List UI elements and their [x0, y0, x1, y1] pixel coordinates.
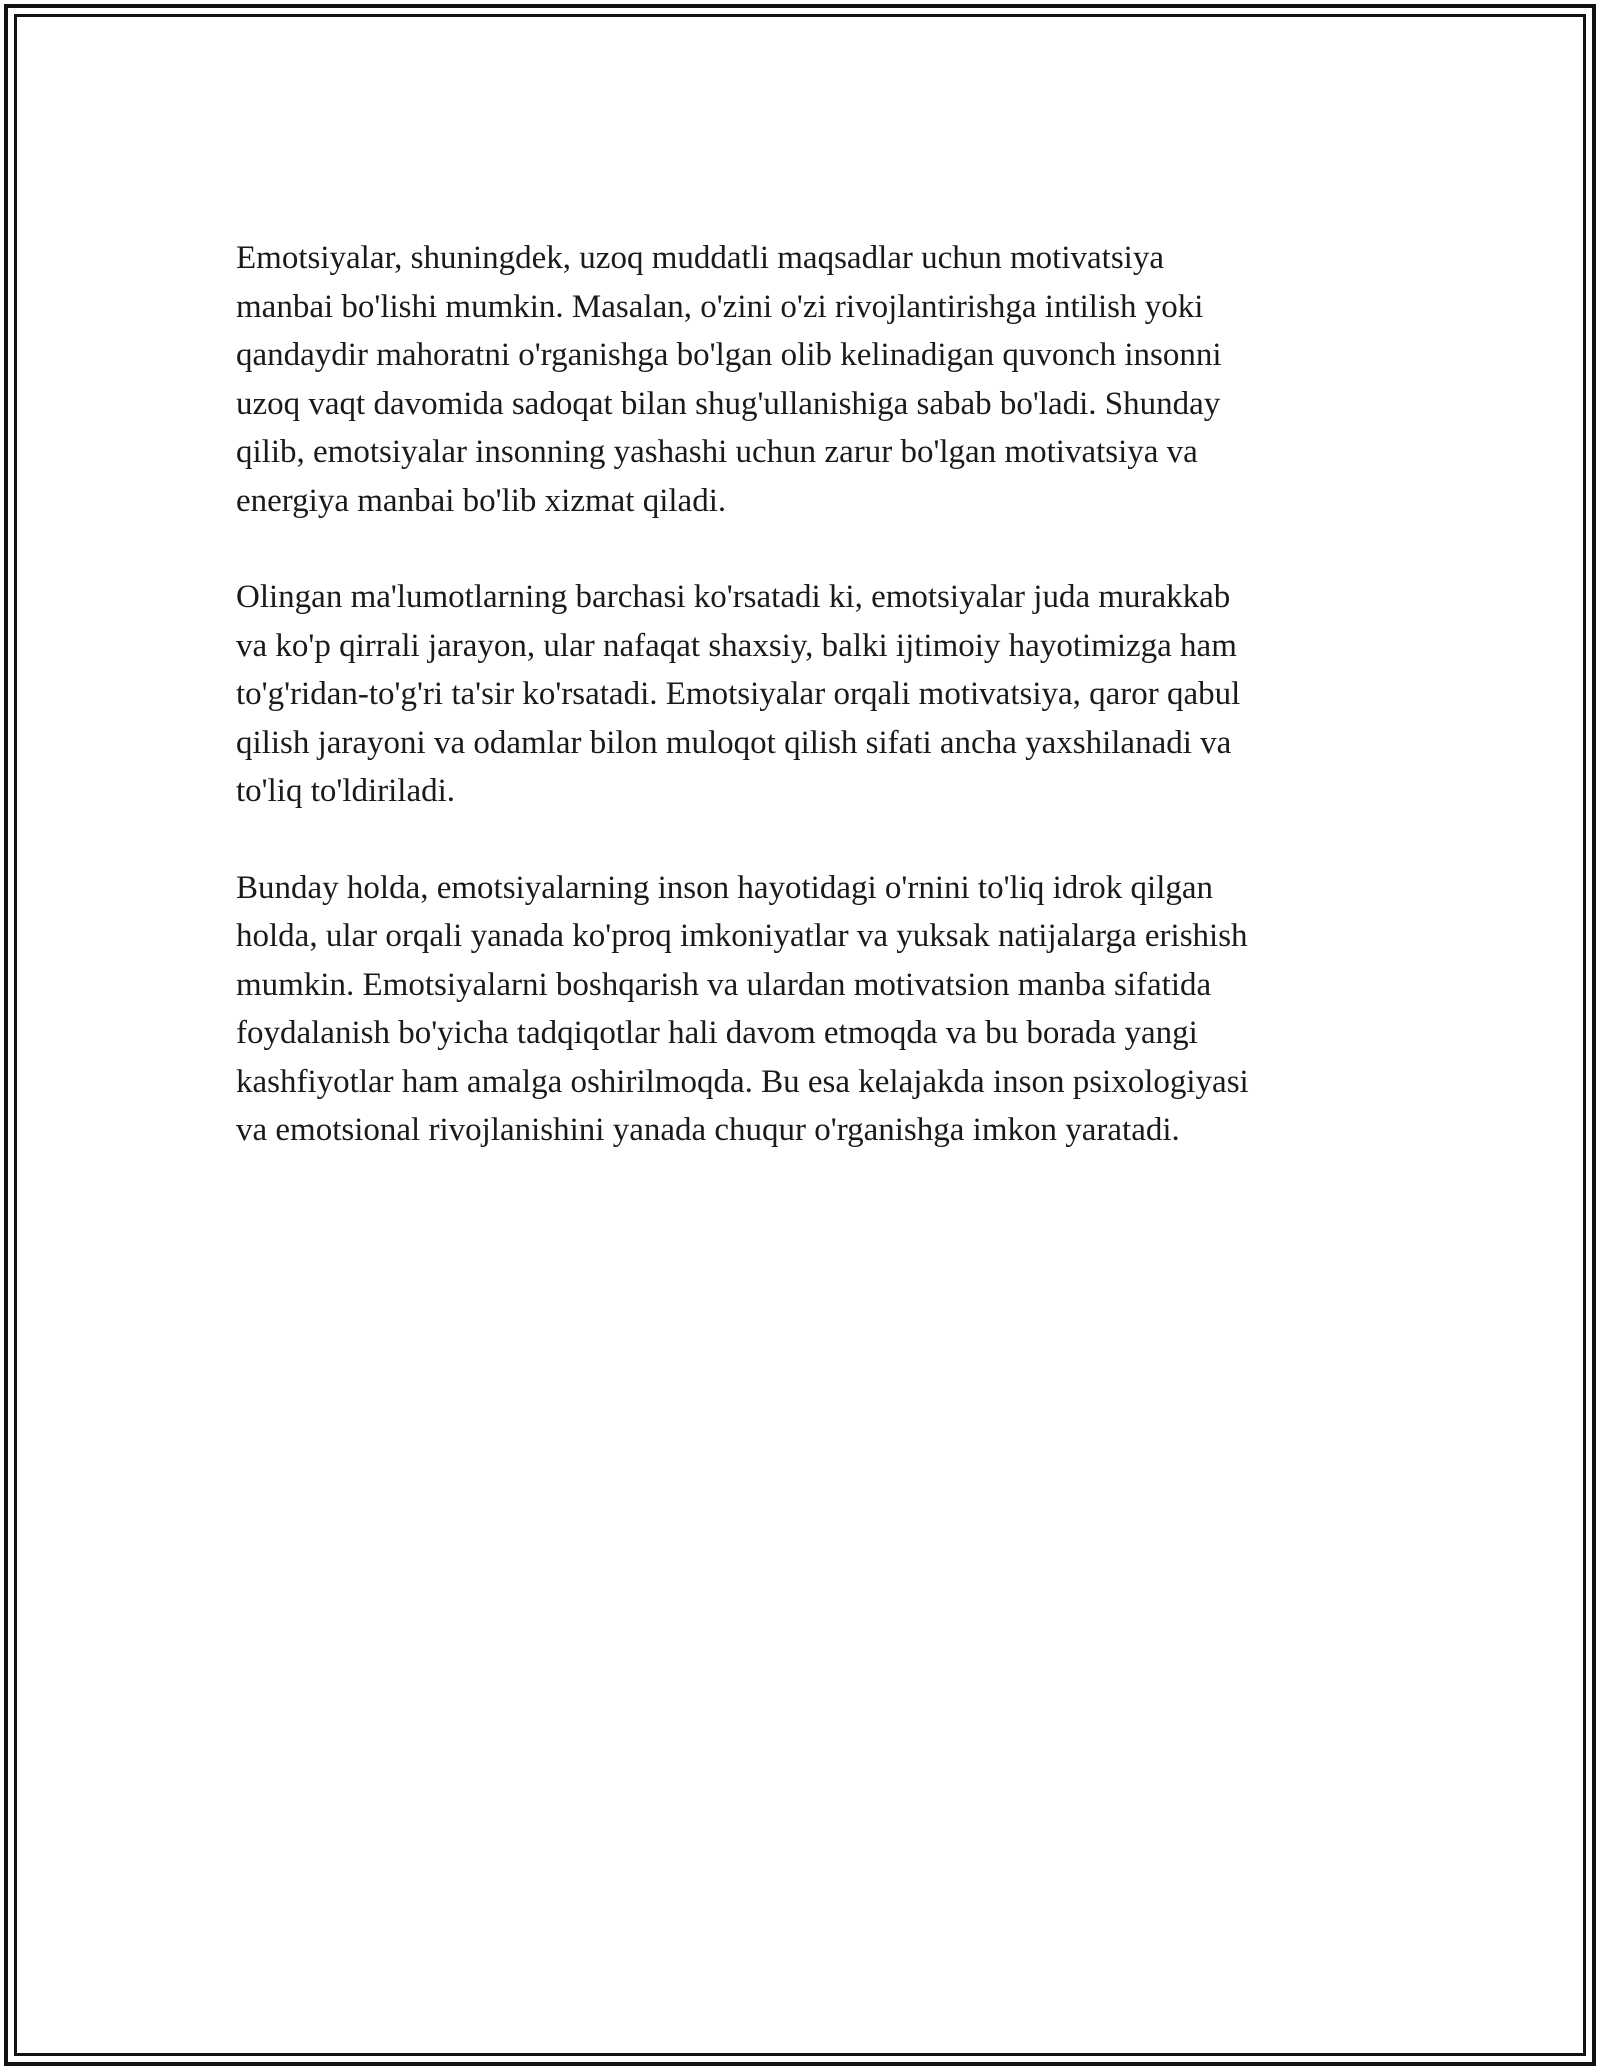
paragraph-1: Emotsiyalar, shuningdek, uzoq muddatli maqsadlar uchun motivatsiya manbai bo'lishi mumkin. Masalan, o'zini o'zi rivojlantirishga intilish yoki qandaydir mahoratni o'rganishga bo'lgan olib kelinadigan quvonch insonni uzoq vaqt davomida sadoqat bilan shug'ullanishiga sabab bo'ladi. Shunday qilib, emotsiyalar insonning yashashi uchun zarur bo'lgan motivatsiya va energiya manbai bo'lib xizmat qiladi.: [236, 240, 1222, 519]
paragraph-3: Bunday holda, emotsiyalarning inson hayotidagi o'rnini to'liq idrok qilgan holda, ular orqali yanada ko'proq imkoniyatlar va yuksak natijalarga erishish mumkin. Emotsiyalarni boshqarish va ulardan motivatsion manba sifatida foydalanish bo'yicha tadqiqotlar hali davom etmoqda va bu borada yangi kashfiyotlar ham amalga oshirilmoqda. Bu esa kelajakda inson psixologiyasi va emotsional rivojlanishini yanada chuqur o'rganishga imkon yaratadi.: [236, 869, 1249, 1148]
document-body: [236, 234, 1396, 1203]
paragraph-2: Olingan ma'lumotlarning barchasi ko'rsatadi ki, emotsiyalar juda murakkab va ko'p qirrali jarayon, ular nafaqat shaxsiy, balki ijtimoiy hayotimizga ham to'g'ridan-to'g'ri ta'sir ko'rsatadi. Emotsiyalar orqali motivatsiya, qaror qabul qilish jarayoni va odamlar bilon muloqot qilish sifati ancha yaxshilanadi va to'liq to'ldiriladi.: [236, 579, 1241, 809]
